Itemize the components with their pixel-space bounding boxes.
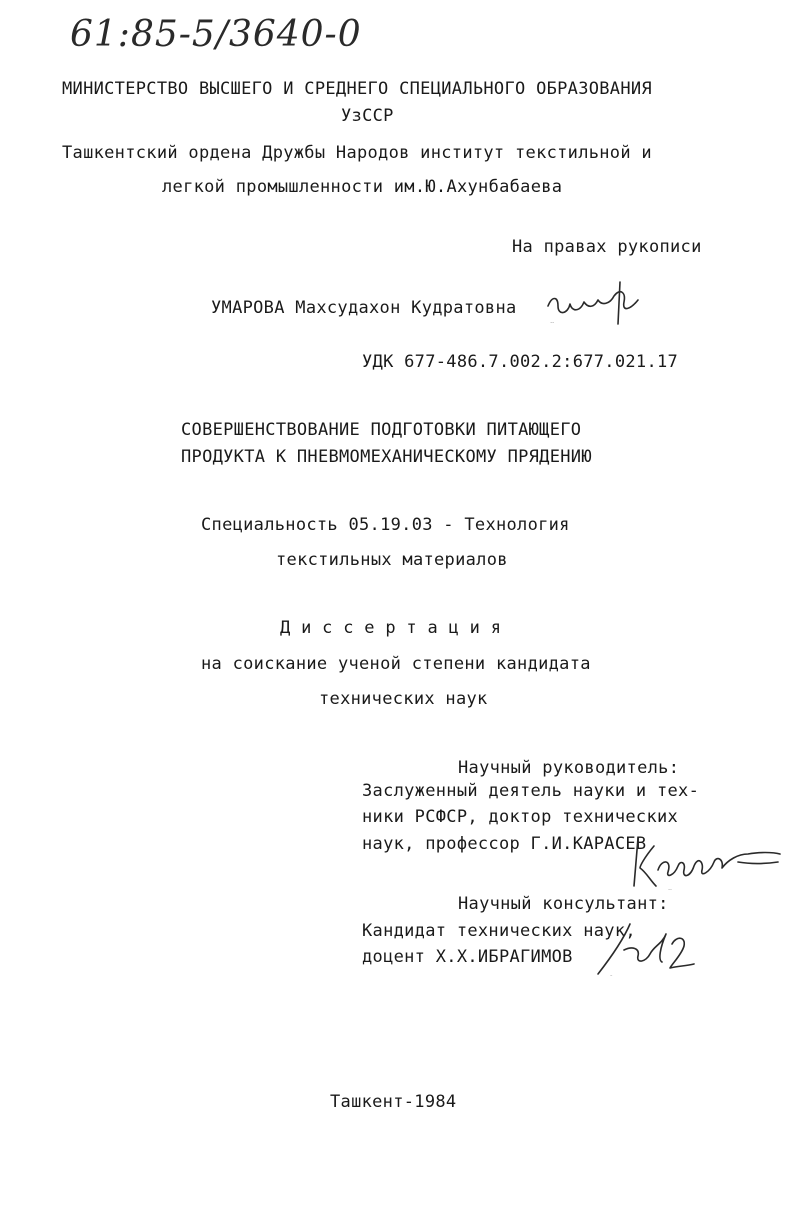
specialty-line-2: текстильных материалов	[276, 550, 508, 570]
svg-text:Ибр: Ибр	[610, 976, 613, 977]
svg-text:Умароб: Умароб	[550, 323, 555, 324]
title-line-1: СОВЕРШЕНСТВОВАНИЕ ПОДГОТОВКИ ПИТАЮЩЕГО	[181, 420, 582, 440]
manuscript-note: На правах рукописи	[512, 237, 702, 257]
consultant-line-1: Кандидат технических наук,	[362, 921, 636, 941]
supervisor-signature	[628, 832, 788, 892]
author-signature	[540, 278, 650, 328]
ministry-line-2: УзССР	[341, 106, 394, 126]
consultant-signature	[590, 918, 710, 978]
title-line-2: ПРОДУКТА К ПНЕВМОМЕХАНИЧЕСКОМУ ПРЯДЕНИЮ	[181, 447, 592, 467]
consultant-line-2: доцент Х.Х.ИБРАГИМОВ	[362, 947, 573, 967]
supervisor-heading: Научный руководитель:	[458, 758, 680, 778]
ministry-line-1: МИНИСТЕРСТВО ВЫСШЕГО И СРЕДНЕГО СПЕЦИАЛЬНОГО ОБРАЗОВАНИЯ	[62, 79, 652, 99]
city-year: Ташкент-1984	[330, 1092, 457, 1112]
udk-code: УДК 677-486.7.002.2:677.021.17	[362, 352, 679, 372]
archive-code: 61:85-5/3640-0	[70, 14, 362, 55]
dissertation-line-2: технических наук	[319, 689, 488, 709]
institute-line-2: легкой промышленности им.Ю.Ахунбабаева	[162, 177, 563, 197]
svg-text:Караев: Караев	[668, 890, 672, 891]
institute-line-1: Ташкентский ордена Дружбы Народов институт текстильной и	[62, 143, 652, 163]
supervisor-line-3: наук, профессор Г.И.КАРАСЕВ	[362, 834, 647, 854]
dissertation-line-1: на соискание ученой степени кандидата	[201, 654, 591, 674]
supervisor-line-1: Заслуженный деятель науки и тех-	[362, 781, 700, 801]
dissertation-heading: Д и с с е р т а ц и я	[280, 618, 502, 638]
author-name: УМАРОВА Махсудахон Кудратовна	[211, 298, 517, 318]
consultant-heading: Научный консультант:	[458, 894, 669, 914]
supervisor-line-2: ники РСФСР, доктор технических	[362, 807, 679, 827]
specialty-line-1: Специальность 05.19.03 - Технология	[201, 515, 570, 535]
